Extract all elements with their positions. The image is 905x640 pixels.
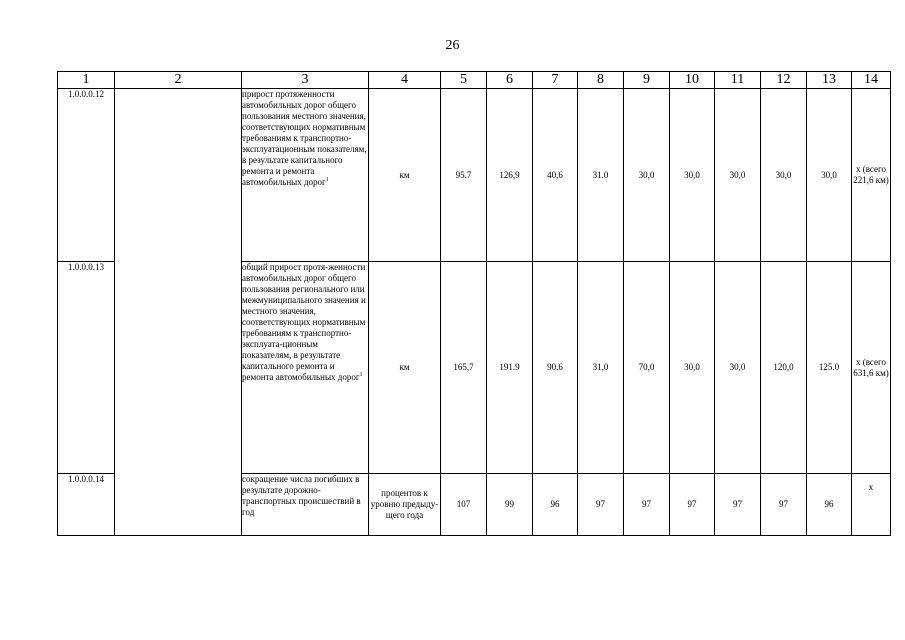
row-description <box>242 89 369 262</box>
column-header: 8 <box>578 72 624 89</box>
value-cell: 31,0 <box>578 262 624 474</box>
value-cell: 70,0 <box>624 262 670 474</box>
value-cell: 30,0 <box>715 262 761 474</box>
value-cell: 90.6 <box>533 262 578 474</box>
column-header: 2 <box>115 72 242 89</box>
footnote-mark: 1 <box>359 372 363 378</box>
value-cell: 97 <box>761 474 807 536</box>
column-header: 12 <box>761 72 807 89</box>
value-cell: 30,0 <box>624 89 670 262</box>
indicators-table <box>57 71 891 536</box>
value-cell: 165,7 <box>441 262 487 474</box>
value-cell: 30,0 <box>807 89 852 262</box>
row-code: 1.0.0.0.13 <box>58 262 115 474</box>
value-cell: 96 <box>533 474 578 536</box>
total-cell: х (всего 631,6 км) <box>852 262 891 474</box>
empty-cell-column-2 <box>115 89 242 536</box>
column-header: 10 <box>670 72 715 89</box>
column-header: 14 <box>852 72 891 89</box>
value-cell: 107 <box>441 474 487 536</box>
value-cell: 97 <box>578 474 624 536</box>
value-cell: 97 <box>670 474 715 536</box>
column-header: 7 <box>533 72 578 89</box>
description-text: сокращение числа погибших в результате дорожно-транспортных происшествий в год <box>242 474 361 517</box>
column-header: 5 <box>441 72 487 89</box>
row-code: 1.0.0.0.14 <box>58 474 115 536</box>
page-number: 26 <box>445 38 460 53</box>
column-header: 1 <box>58 72 115 89</box>
column-header: 9 <box>624 72 670 89</box>
column-header: 13 <box>807 72 852 89</box>
value-cell: 120,0 <box>761 262 807 474</box>
row-unit: км <box>369 262 441 474</box>
value-cell: 97 <box>715 474 761 536</box>
value-cell: 40,6 <box>533 89 578 262</box>
column-header: 3 <box>242 72 369 89</box>
value-cell: 125.0 <box>807 262 852 474</box>
total-cell: х (всего 221,6 км) <box>852 89 891 262</box>
value-cell: 126,9 <box>487 89 533 262</box>
column-header: 11 <box>715 72 761 89</box>
value-cell: 191.9 <box>487 262 533 474</box>
column-header: 4 <box>369 72 441 89</box>
value-cell: 99 <box>487 474 533 536</box>
value-cell: 31.0 <box>578 89 624 262</box>
total-cell: х <box>852 474 891 536</box>
row-unit: процентов к уровню предыду-щего года <box>369 474 441 536</box>
value-cell: 97 <box>624 474 670 536</box>
value-cell: 30,0 <box>761 89 807 262</box>
footnote-mark: 1 <box>325 177 329 183</box>
row-description <box>242 474 369 536</box>
value-cell: 30,0 <box>715 89 761 262</box>
row-unit: км <box>369 89 441 262</box>
value-cell: 30,0 <box>670 262 715 474</box>
row-code: 1.0.0.0.12 <box>58 89 115 262</box>
value-cell: 96 <box>807 474 852 536</box>
column-header: 6 <box>487 72 533 89</box>
value-cell: 95.7 <box>441 89 487 262</box>
header-row <box>58 72 891 89</box>
table-row <box>58 89 891 262</box>
value-cell: 30,0 <box>670 89 715 262</box>
description-text: общий прирост протя-женности автомобильных дорог общего пользования регионального или межмуниципального значения и местного значения, соответствующих нормативным требованиям к транспортно-эксплуата-ционным показателям, в результате капитального ремонта и ремонта автомобильных дорог <box>242 262 366 382</box>
row-description <box>242 262 369 474</box>
description-text: прирост протяженности автомобильных дорог общего пользования местного значения, соответствующих нормативным требованиям к транспортно-эксплуатационным показателям, в результате капитального ремонта и ремонта автомобильных дорог <box>242 89 367 187</box>
